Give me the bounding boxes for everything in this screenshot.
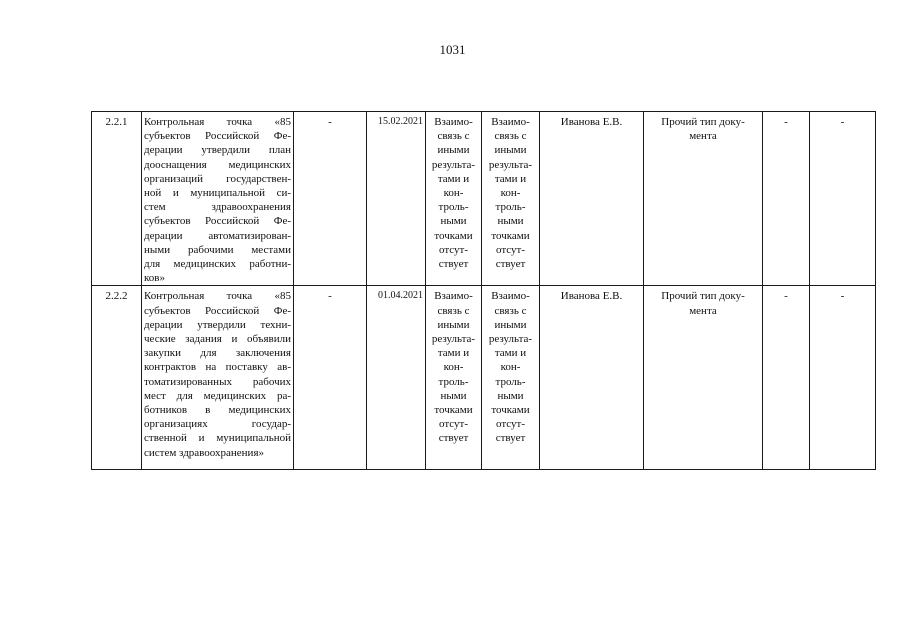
text-line: Прочий тип доку- — [661, 116, 745, 128]
text-line: для медицинских работни- — [144, 258, 291, 271]
text-line: Контрольная точка «85 — [144, 290, 291, 303]
column-9-value: - — [763, 286, 810, 470]
text-line: ной и муниципальной си- — [144, 187, 291, 200]
responsible-person: Иванова Е.В. — [540, 112, 644, 286]
text-line: тами и — [494, 172, 527, 185]
text-line: иными — [494, 144, 527, 157]
text-line: Взаимо- — [434, 290, 473, 303]
responsible-person: Иванова Е.В. — [540, 286, 644, 470]
text-line: ными — [440, 215, 467, 228]
text-line: тами и — [494, 347, 527, 360]
text-line: ствует — [438, 258, 469, 271]
text-line: связь с — [494, 304, 527, 317]
deadline-date: 01.04.2021 — [367, 286, 426, 470]
relation-cell-1 — [426, 286, 482, 470]
text-line: стем здравоохранения — [144, 201, 291, 214]
column-3-value: - — [294, 286, 367, 470]
text-line: ствует — [495, 258, 526, 271]
text-line: кон- — [500, 361, 521, 374]
text-line: связь с — [437, 304, 470, 317]
relation-cell-2 — [482, 112, 540, 286]
text-line: Взаимо- — [434, 116, 473, 128]
text-line: дерации автоматизирован- — [144, 229, 291, 242]
text-line: точками — [434, 404, 473, 417]
control-points-table — [91, 111, 876, 470]
deadline-date: 15.02.2021 — [367, 112, 426, 286]
text-line: иными — [494, 318, 527, 331]
text-line: дооснащения медицинских — [144, 158, 291, 171]
row-number: 2.2.2 — [92, 286, 142, 470]
text-line: кон- — [443, 361, 464, 374]
table-row — [92, 112, 876, 286]
text-line: троль- — [438, 201, 469, 214]
table-row — [92, 286, 876, 470]
text-line: мента — [689, 304, 717, 317]
text-line: ботников в медицинских — [144, 404, 291, 417]
text-line: тами и — [437, 347, 470, 360]
text-line: Взаимо- — [491, 116, 530, 128]
text-line: результа- — [431, 333, 476, 346]
text-line: ными — [497, 215, 524, 228]
text-line: контрактов на поставку ав- — [144, 361, 291, 374]
column-10-value: - — [810, 112, 876, 286]
text-line: томатизированных рабочих — [144, 375, 291, 388]
text-line: закупки для заключения — [144, 347, 291, 360]
text-line: кон- — [443, 187, 464, 200]
control-point-name — [142, 286, 294, 470]
text-line: троль- — [438, 375, 469, 388]
text-line: результа- — [431, 158, 476, 171]
relation-cell-1 — [426, 112, 482, 286]
text-line: ков» — [144, 272, 165, 285]
column-3-value: - — [294, 112, 367, 286]
text-line: троль- — [495, 201, 526, 214]
text-line: точками — [434, 229, 473, 242]
text-line: связь с — [494, 130, 527, 143]
text-line: организаций государствен- — [144, 172, 291, 185]
column-10-value: - — [810, 286, 876, 470]
text-line: иными — [437, 318, 470, 331]
page-number: 1031 — [439, 42, 466, 57]
text-line: связь с — [437, 130, 470, 143]
column-9-value: - — [763, 112, 810, 286]
text-line: точками — [491, 404, 530, 417]
text-line: ческие задания и объявили — [144, 333, 291, 346]
document-type — [644, 112, 763, 286]
text-line: ными рабочими местами — [144, 243, 291, 256]
text-line: ственной и муниципальной — [144, 432, 291, 445]
text-line: ствует — [495, 432, 526, 445]
text-line: иными — [437, 144, 470, 157]
text-line: ствует — [438, 432, 469, 445]
text-line: дерации утвердили техни- — [144, 318, 291, 331]
control-point-name — [142, 112, 294, 286]
document-type — [644, 286, 763, 470]
text-line: ными — [440, 389, 467, 402]
text-line: тами и — [437, 172, 470, 185]
text-line: субъектов Российской Фе- — [144, 215, 291, 228]
text-line: кон- — [500, 187, 521, 200]
text-line: организациях государ- — [144, 418, 291, 431]
text-line: отсут- — [495, 243, 525, 256]
text-line: субъектов Российской Фе- — [144, 304, 291, 317]
text-line: Прочий тип доку- — [661, 290, 745, 303]
text-line: точками — [491, 229, 530, 242]
text-line: Контрольная точка «85 — [144, 116, 291, 128]
text-line: Взаимо- — [491, 290, 530, 303]
text-line: мест для медицинских ра- — [144, 389, 291, 402]
relation-cell-2 — [482, 286, 540, 470]
text-line: мента — [689, 130, 717, 143]
text-line: отсут- — [438, 243, 468, 256]
text-line: систем здравоохранения» — [144, 446, 265, 459]
text-line: ными — [497, 389, 524, 402]
text-line: дерации утвердили план — [144, 144, 291, 157]
text-line: субъектов Российской Фе- — [144, 130, 291, 143]
row-number: 2.2.1 — [92, 112, 142, 286]
text-line: результа- — [488, 158, 533, 171]
text-line: троль- — [495, 375, 526, 388]
text-line: результа- — [488, 333, 533, 346]
text-line: отсут- — [438, 418, 468, 431]
text-line: отсут- — [495, 418, 525, 431]
